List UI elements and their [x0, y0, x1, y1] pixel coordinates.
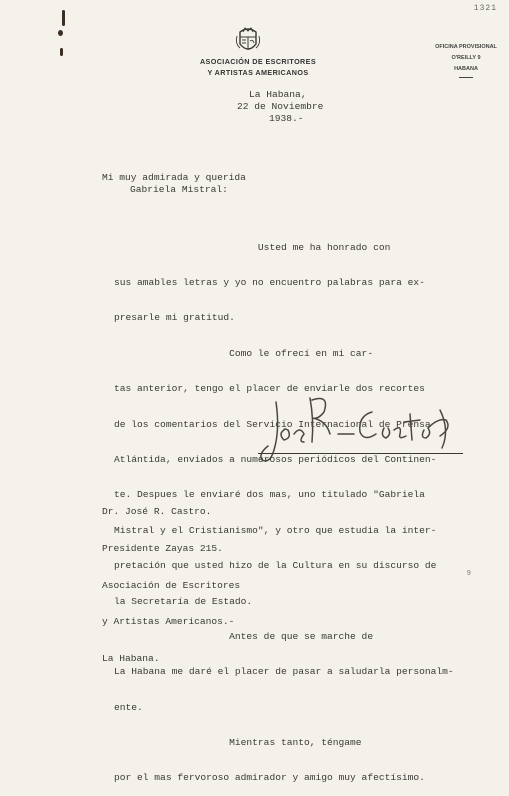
body-line: Usted me ha honrado con: [114, 241, 391, 253]
handwritten-signature: [254, 390, 464, 470]
sender-address: Presidente Zayas 215.: [102, 543, 223, 554]
coat-of-arms-icon: [234, 26, 262, 56]
date-line-2: 22 de Noviembre: [237, 101, 324, 112]
body-line: Como le ofrecí en mi car-: [114, 347, 374, 359]
office-line-3: HABANA: [454, 66, 478, 72]
sender-name: Dr. José R. Castro.: [102, 506, 212, 518]
body-line: sus amables letras y yo no encuentro palabras para ex-: [114, 276, 425, 288]
body-line: La Habana me daré el placer de pasar a saludarla personalm-: [114, 666, 454, 678]
letterhead-organization: [178, 56, 338, 78]
staple-mark-mid: [58, 30, 63, 36]
staple-mark-top: [62, 10, 65, 26]
body-line: pretación que usted hizo de la Cultura en su discurso de: [114, 560, 437, 572]
body-line: Antes de que se marche de: [114, 630, 374, 642]
signature-line: [258, 453, 463, 454]
body-line: tas anterior, tengo el placer de enviarle dos recortes: [114, 383, 425, 395]
date-line-3: 1938.-: [269, 113, 304, 124]
org-line-1: ASOCIACIÓN DE ESCRITORES: [199, 57, 317, 66]
office-divider: [459, 77, 473, 78]
office-line-1: OFICINA PROVISIONAL: [435, 44, 497, 50]
letterhead-office: [426, 42, 506, 78]
body-line: de los comentarios del Servicio Internacional de Prensa: [114, 418, 431, 430]
archive-number: 1321: [473, 4, 497, 13]
body-line: por el mas fervoroso admirador y amigo muy afectísimo.: [114, 772, 425, 784]
date-line-1: La Habana,: [249, 89, 307, 100]
body-line: te. Despues le enviaré dos mas, uno titulado "Gabriela: [114, 489, 425, 501]
org-line-2: Y ARTISTAS AMERICANOS: [207, 68, 309, 77]
sender-block: [102, 482, 240, 677]
body-line: ente.: [114, 701, 143, 713]
sender-org-line-1: Asociación de Escritores: [102, 579, 241, 591]
office-line-2: O'REILLY 9: [451, 55, 481, 61]
body-line: Mientras tanto, téngame: [114, 737, 362, 749]
body-line: presarle mi gratitud.: [114, 312, 235, 324]
body-line: Atlántida, enviados a numerosos periódicos del Continen-: [114, 453, 437, 465]
page-mark: 9: [466, 570, 471, 578]
salutation-line-2: Gabriela Mistral:: [130, 184, 228, 195]
sender-org-line-2: y Artistas Americanos.-: [102, 616, 235, 628]
sender-city: La Habana.: [102, 652, 160, 664]
salutation-line-1: Mi muy admirada y querida: [102, 172, 246, 183]
body-line: la Secretaría de Estado.: [114, 595, 253, 607]
staple-mark-low: [60, 48, 63, 56]
body-line: Mistral y el Cristianismo", y otro que estudia la inter-: [114, 524, 437, 536]
